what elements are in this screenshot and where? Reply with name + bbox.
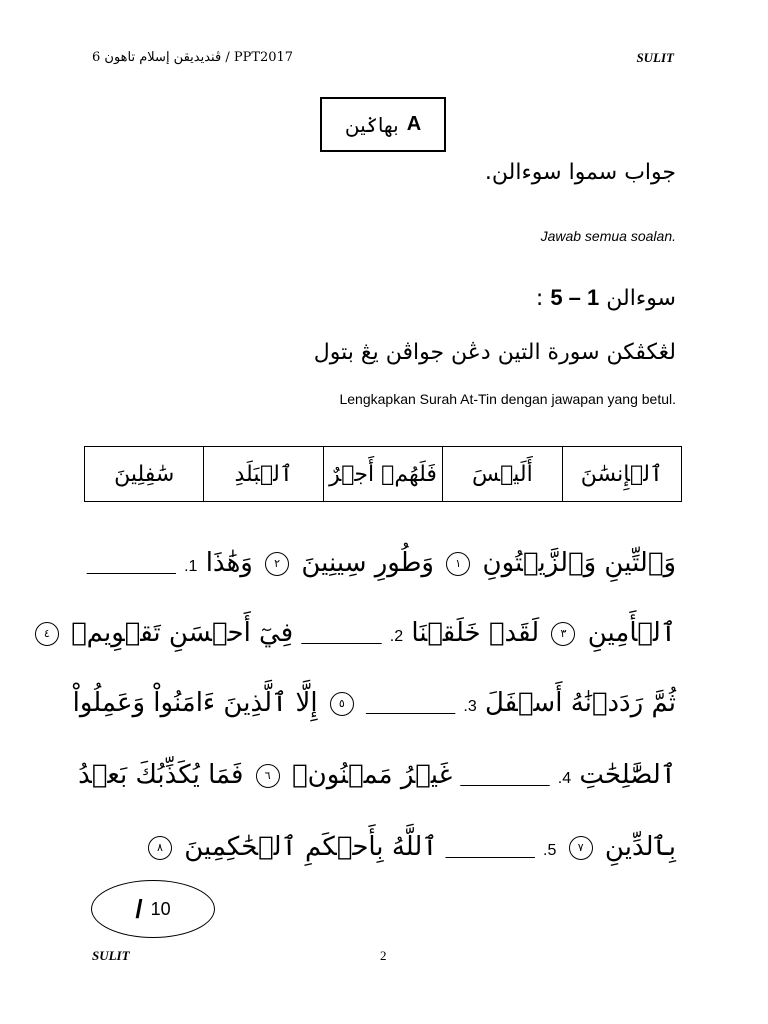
ayah-marker: ٦ xyxy=(256,764,280,788)
question-number: 5. xyxy=(543,842,557,859)
question-range-colon: : xyxy=(535,286,544,311)
option-cell: ٱلۡإِنسَٰنَ xyxy=(562,447,681,502)
verse-line-3 xyxy=(73,688,676,718)
score-total: 10 xyxy=(150,898,171,919)
instruction-jawi: جواب سموا سوءالن. xyxy=(484,160,676,185)
question-range xyxy=(536,285,676,311)
question-range-numbers: 1 – 5 xyxy=(550,285,600,310)
option-cell: أَلَيۡسَ xyxy=(443,447,562,502)
answer-blank[interactable]: _________ xyxy=(301,628,382,645)
ayah-marker: ٣ xyxy=(551,622,575,646)
question-number: 4. xyxy=(557,770,572,787)
ayah-marker: ٧ xyxy=(569,836,593,860)
task-jawi: لڠكڤكن سورة التين دڠن جواڤن يڠ بتول xyxy=(313,340,676,365)
verse-text: بِٱلدِّينِ xyxy=(604,832,676,862)
verse-line-4 xyxy=(78,760,676,790)
ayah-marker: ٢ xyxy=(265,552,289,576)
option-cell: ٱلۡبَلَدِ xyxy=(204,447,323,502)
verse-text: غَيۡرُ مَمۡنُونٖ xyxy=(292,760,453,790)
ayah-marker: ٤ xyxy=(35,622,59,646)
verse-text: ٱللَّهُ بِأَحۡكَمِ ٱلۡحَٰكِمِينَ xyxy=(184,832,438,862)
verse-text: ثُمَّ رَدَدۡنَٰهُ أَسۡفَلَ xyxy=(484,688,676,718)
verse-line-1 xyxy=(87,548,676,578)
footer-classification: SULIT xyxy=(92,948,130,963)
instruction-rumi: Jawab semua soalan. xyxy=(540,228,676,244)
answer-blank[interactable]: __________ xyxy=(86,558,176,575)
verse-line-2 xyxy=(31,618,676,648)
answer-blank[interactable]: __________ xyxy=(460,770,550,787)
option-cell: سَٰفِلِينَ xyxy=(85,447,204,502)
section-letter: A xyxy=(406,113,422,135)
score-box[interactable] xyxy=(91,880,215,938)
verse-text: ٱلۡأَمِينِ xyxy=(587,618,676,648)
answer-blank[interactable]: __________ xyxy=(366,698,456,715)
answer-blank[interactable]: __________ xyxy=(445,842,535,859)
ayah-marker: ٨ xyxy=(148,836,172,860)
header-subject: ڤنديديقن إسلام تاهون 6 / PPT2017 xyxy=(92,50,294,65)
ayah-marker: ٥ xyxy=(330,692,354,716)
verse-text: فِيٓ أَحۡسَنِ تَقۡوِيمٖ xyxy=(71,618,294,648)
question-number: 1. xyxy=(184,558,198,575)
question-range-label: سوءالن xyxy=(606,286,676,311)
section-label-jawi: بهاݢين xyxy=(344,112,399,137)
page-number: 2 xyxy=(380,948,387,963)
question-number: 2. xyxy=(389,628,404,645)
verse-text: وَٱلتِّينِ وَٱلزَّيۡتُونِ xyxy=(482,548,676,578)
verse-text: وَهَٰذَا xyxy=(205,548,253,578)
verse-text: فَمَا يُكَذِّبُكَ بَعۡدُ xyxy=(78,760,244,790)
question-number: 3. xyxy=(463,698,477,715)
task-rumi: Lengkapkan Surah At-Tin dengan jawapan yang betul. xyxy=(339,391,676,407)
verse-text: لَقَدۡ خَلَقۡنَا xyxy=(411,618,540,648)
option-cell: فَلَهُمۡ أَجۡرٌ xyxy=(323,447,442,502)
section-label-box xyxy=(320,97,446,152)
ayah-marker: ١ xyxy=(446,552,470,576)
score-slash: / xyxy=(135,893,143,924)
verse-text: ٱلصَّٰلِحَٰتِ xyxy=(579,760,676,790)
header-classification: SULIT xyxy=(636,50,674,65)
verse-text: إِلَّا ٱلَّذِينَ ءَامَنُواْ وَعَمِلُواْ xyxy=(72,688,318,718)
verse-line-5 xyxy=(144,832,676,862)
verse-text: وَطُورِ سِينِينَ xyxy=(301,548,434,578)
answer-options-table xyxy=(84,446,682,502)
